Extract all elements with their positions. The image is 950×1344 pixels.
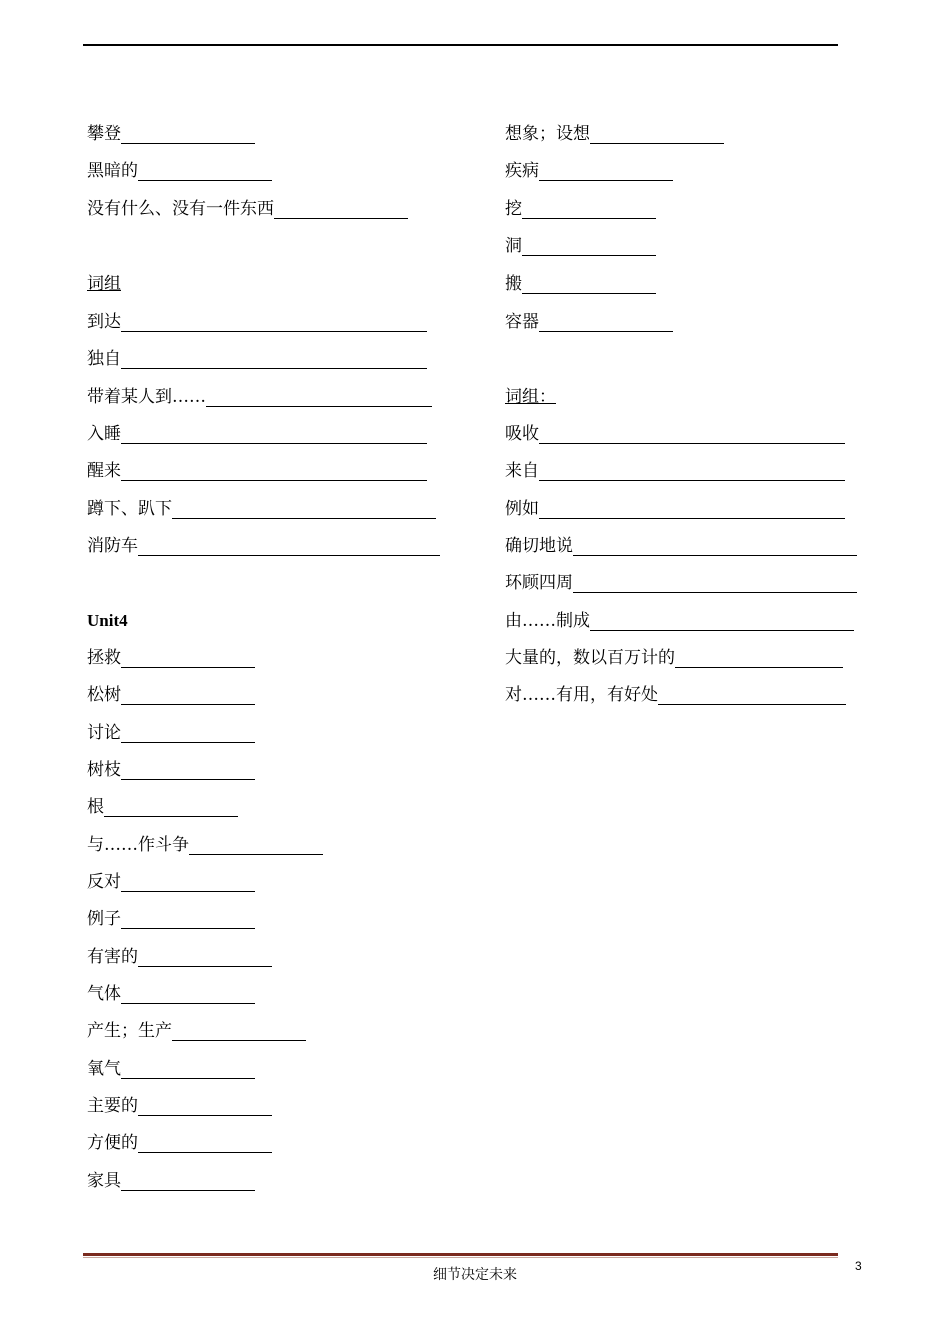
footer-rule: [83, 1253, 838, 1256]
vocab-item: [505, 308, 673, 332]
vocab-item: [87, 195, 408, 219]
vocab-label: 产生；生产: [87, 1021, 172, 1041]
vocab-item: [87, 1167, 255, 1191]
phrase-item: [87, 308, 427, 332]
vocab-label: 氧气: [87, 1059, 121, 1079]
phrase-label: 蹲下、趴下: [87, 499, 172, 519]
phrase-heading-text: 词组：: [505, 387, 556, 407]
vocab-label: 松树: [87, 685, 121, 705]
vocab-item: [87, 756, 255, 780]
answer-blank: [274, 200, 408, 219]
vocab-label: 疾病: [505, 161, 539, 181]
vocab-item: [87, 157, 272, 181]
vocab-label: 与……作斗争: [87, 835, 189, 855]
phrase-label: 醒来: [87, 461, 121, 481]
vocab-label: 反对: [87, 872, 121, 892]
vocab-item: [505, 270, 656, 294]
phrase-label: 带着某人到……: [87, 387, 206, 407]
phrase-label: 大量的，数以百万计的: [505, 648, 675, 668]
vocab-label: 拯救: [87, 648, 121, 668]
vocab-item: [505, 232, 656, 256]
phrase-item: [505, 681, 846, 705]
phrase-label: 独自: [87, 349, 121, 369]
phrase-item: [505, 607, 854, 631]
vocab-label: 气体: [87, 984, 121, 1004]
vocab-label: 洞: [505, 236, 522, 256]
phrase-label: 例如: [505, 499, 539, 519]
answer-blank: [573, 537, 857, 556]
answer-blank: [658, 686, 846, 705]
answer-blank: [522, 275, 656, 294]
phrase-label: 对……有用，有好处: [505, 685, 658, 705]
phrase-item: [87, 495, 436, 519]
answer-blank: [121, 462, 427, 481]
answer-blank: [138, 537, 440, 556]
vocab-label: 例子: [87, 909, 121, 929]
answer-blank: [121, 910, 255, 929]
answer-blank: [104, 798, 238, 817]
answer-blank: [138, 948, 272, 967]
answer-blank: [675, 649, 843, 668]
answer-blank: [121, 873, 255, 892]
answer-blank: [121, 1172, 255, 1191]
phrase-item: [505, 569, 857, 593]
phrase-heading-text: 词组: [87, 274, 121, 294]
vocab-label: 攀登: [87, 124, 121, 144]
vocab-item: [87, 1129, 272, 1153]
phrase-label: 确切地说: [505, 536, 573, 556]
answer-blank: [121, 649, 255, 668]
answer-blank: [539, 313, 673, 332]
page-number: 3: [855, 1259, 862, 1273]
vocab-item: [87, 719, 255, 743]
vocab-label: 树枝: [87, 760, 121, 780]
answer-blank: [522, 200, 656, 219]
phrase-heading: [87, 270, 121, 294]
footer-rule-accent: [83, 1257, 838, 1258]
answer-blank: [121, 724, 255, 743]
unit-title-text: Unit4: [87, 611, 128, 630]
phrase-item: [87, 420, 427, 444]
vocab-label: 想象；设想: [505, 124, 590, 144]
vocab-item: [87, 1055, 255, 1079]
answer-blank: [206, 388, 432, 407]
answer-blank: [590, 612, 854, 631]
answer-blank: [539, 162, 673, 181]
answer-blank: [522, 237, 656, 256]
answer-blank: [539, 500, 845, 519]
phrase-label: 消防车: [87, 536, 138, 556]
answer-blank: [539, 462, 845, 481]
phrase-heading: [505, 383, 556, 407]
vocab-item: [87, 943, 272, 967]
phrase-label: 环顾四周: [505, 573, 573, 593]
vocab-label: 没有什么、没有一件东西: [87, 199, 274, 219]
phrase-item: [87, 345, 427, 369]
phrase-item: [505, 495, 845, 519]
vocab-label: 挖: [505, 199, 522, 219]
phrase-item: [505, 644, 843, 668]
phrase-item: [505, 532, 857, 556]
vocab-label: 家具: [87, 1171, 121, 1191]
vocab-item: [87, 980, 255, 1004]
vocab-label: 根: [87, 797, 104, 817]
vocab-label: 方便的: [87, 1133, 138, 1153]
answer-blank: [121, 350, 427, 369]
answer-blank: [121, 125, 255, 144]
vocab-label: 黑暗的: [87, 161, 138, 181]
phrase-label: 由……制成: [505, 611, 590, 631]
answer-blank: [138, 1134, 272, 1153]
phrase-label: 吸收: [505, 424, 539, 444]
phrase-label: 到达: [87, 312, 121, 332]
answer-blank: [172, 1022, 306, 1041]
unit-title: [87, 607, 128, 631]
answer-blank: [138, 162, 272, 181]
vocab-item: [87, 1092, 272, 1116]
footer-motto: 细节决定未来: [433, 1267, 517, 1283]
vocab-label: 容器: [505, 312, 539, 332]
answer-blank: [539, 425, 845, 444]
vocab-item: [87, 1017, 306, 1041]
phrase-item: [87, 532, 440, 556]
header-rule: [83, 44, 838, 46]
vocab-item: [87, 793, 238, 817]
answer-blank: [573, 574, 857, 593]
vocab-item: [87, 905, 255, 929]
phrase-item: [87, 457, 427, 481]
answer-blank: [189, 836, 323, 855]
phrase-item: [87, 383, 432, 407]
answer-blank: [590, 125, 724, 144]
vocab-label: 主要的: [87, 1096, 138, 1116]
vocab-item: [87, 831, 323, 855]
phrase-label: 来自: [505, 461, 539, 481]
vocab-label: 有害的: [87, 947, 138, 967]
answer-blank: [121, 761, 255, 780]
answer-blank: [121, 425, 427, 444]
answer-blank: [172, 500, 436, 519]
vocab-item: [505, 157, 673, 181]
vocab-item: [87, 681, 255, 705]
vocab-item: [505, 195, 656, 219]
vocab-item: [87, 120, 255, 144]
vocab-label: 搬: [505, 274, 522, 294]
answer-blank: [121, 686, 255, 705]
vocab-item: [505, 120, 724, 144]
answer-blank: [121, 1060, 255, 1079]
answer-blank: [121, 985, 255, 1004]
answer-blank: [138, 1097, 272, 1116]
phrase-item: [505, 420, 845, 444]
phrase-label: 入睡: [87, 424, 121, 444]
phrase-item: [505, 457, 845, 481]
answer-blank: [121, 313, 427, 332]
vocab-item: [87, 868, 255, 892]
vocab-label: 讨论: [87, 723, 121, 743]
vocab-item: [87, 644, 255, 668]
